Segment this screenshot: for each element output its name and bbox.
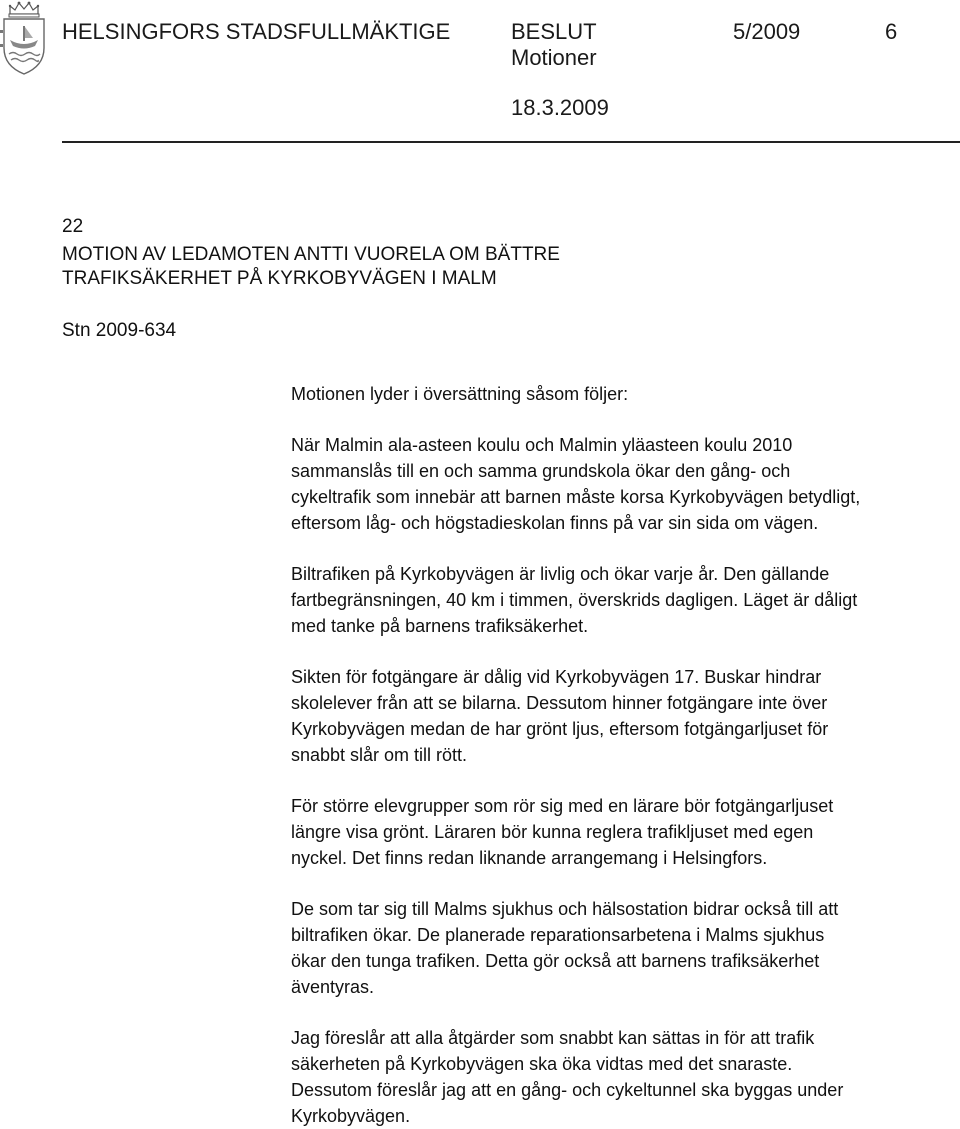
header-page-number: 6 xyxy=(885,19,898,44)
paragraph-line: fartbegränsningen, 40 km i timmen, överskrids dagligen. Läget är dåligt xyxy=(291,590,858,610)
paragraph-line: Motionen lyder i översättning såsom följer: xyxy=(291,384,629,404)
paragraph-line: snabbt slår om till rött. xyxy=(291,745,468,765)
paragraph-line: ökar den tunga trafiken. Detta gör också att barnens trafiksäkerhet xyxy=(291,951,820,971)
paragraph-line: För större elevgrupper som rör sig med en lärare bör fotgängarljuset xyxy=(291,796,834,816)
paragraph-line: Dessutom föreslår jag att en gång- och cykeltunnel ska byggas under xyxy=(291,1080,844,1100)
paragraph-line: eftersom låg- och högstadieskolan finns på var sin sida om vägen. xyxy=(291,513,819,533)
motion-title xyxy=(62,243,560,291)
motion-title-line: TRAFIKSÄKERHET PÅ KYRKOBYVÄGEN I MALM xyxy=(62,268,497,289)
paragraph-line: Biltrafiken på Kyrkobyvägen är livlig och ökar varje år. Den gällande xyxy=(291,564,830,584)
paragraph-line: längre visa grönt. Läraren bör kunna reglera trafikljuset med egen xyxy=(291,822,814,842)
header-date: 18.3.2009 xyxy=(511,95,609,120)
paragraph-line: skolelever från att se bilarna. Dessutom hinner fotgängare inte över xyxy=(291,693,828,713)
paragraph-line: äventyras. xyxy=(291,977,375,997)
paragraph-line: När Malmin ala-asteen koulu och Malmin yläasteen koulu 2010 xyxy=(291,435,793,455)
paragraph-line: biltrafiken ökar. De planerade reparationsarbetena i Malms sjukhus xyxy=(291,925,825,945)
header-organization: HELSINGFORS STADSFULLMÄKTIGE xyxy=(62,19,451,44)
motion-body xyxy=(291,370,951,1129)
header-document-type: BESLUT xyxy=(511,19,597,44)
header-document-number: 5/2009 xyxy=(733,19,801,44)
motion-number: 22 xyxy=(62,216,84,237)
header-subtitle: Motioner xyxy=(511,45,597,70)
motion-title-line: MOTION AV LEDAMOTEN ANTTI VUORELA OM BÄTTRE xyxy=(62,244,560,265)
paragraph-line: Sikten för fotgängare är dålig vid Kyrkobyvägen 17. Buskar hindrar xyxy=(291,667,822,687)
paragraph-line: Jag föreslår att alla åtgärder som snabbt kan sättas in för att trafik xyxy=(291,1028,815,1048)
paragraph-line: säkerheten på Kyrkobyvägen ska öka vidtas med det snaraste. xyxy=(291,1054,793,1074)
paragraph-line: sammanslås till en och samma grundskola ökar den gång- och xyxy=(291,461,791,481)
paragraph-line: Kyrkobyvägen medan de har grönt ljus, eftersom fotgängarljuset för xyxy=(291,719,829,739)
paragraph-line: med tanke på barnens trafiksäkerhet. xyxy=(291,616,589,636)
paragraph-line: nyckel. Det finns redan liknande arrangemang i Helsingfors. xyxy=(291,848,768,868)
motion-reference: Stn 2009-634 xyxy=(62,320,177,341)
header-divider xyxy=(62,141,960,143)
paragraph-line: cykeltrafik som innebär att barnen måste korsa Kyrkobyvägen betydligt, xyxy=(291,487,861,507)
coat-of-arms-icon xyxy=(0,0,48,76)
paragraph-line: De som tar sig till Malms sjukhus och hälsostation bidrar också till att xyxy=(291,899,839,919)
paragraph-line: Kyrkobyvägen. xyxy=(291,1106,411,1126)
